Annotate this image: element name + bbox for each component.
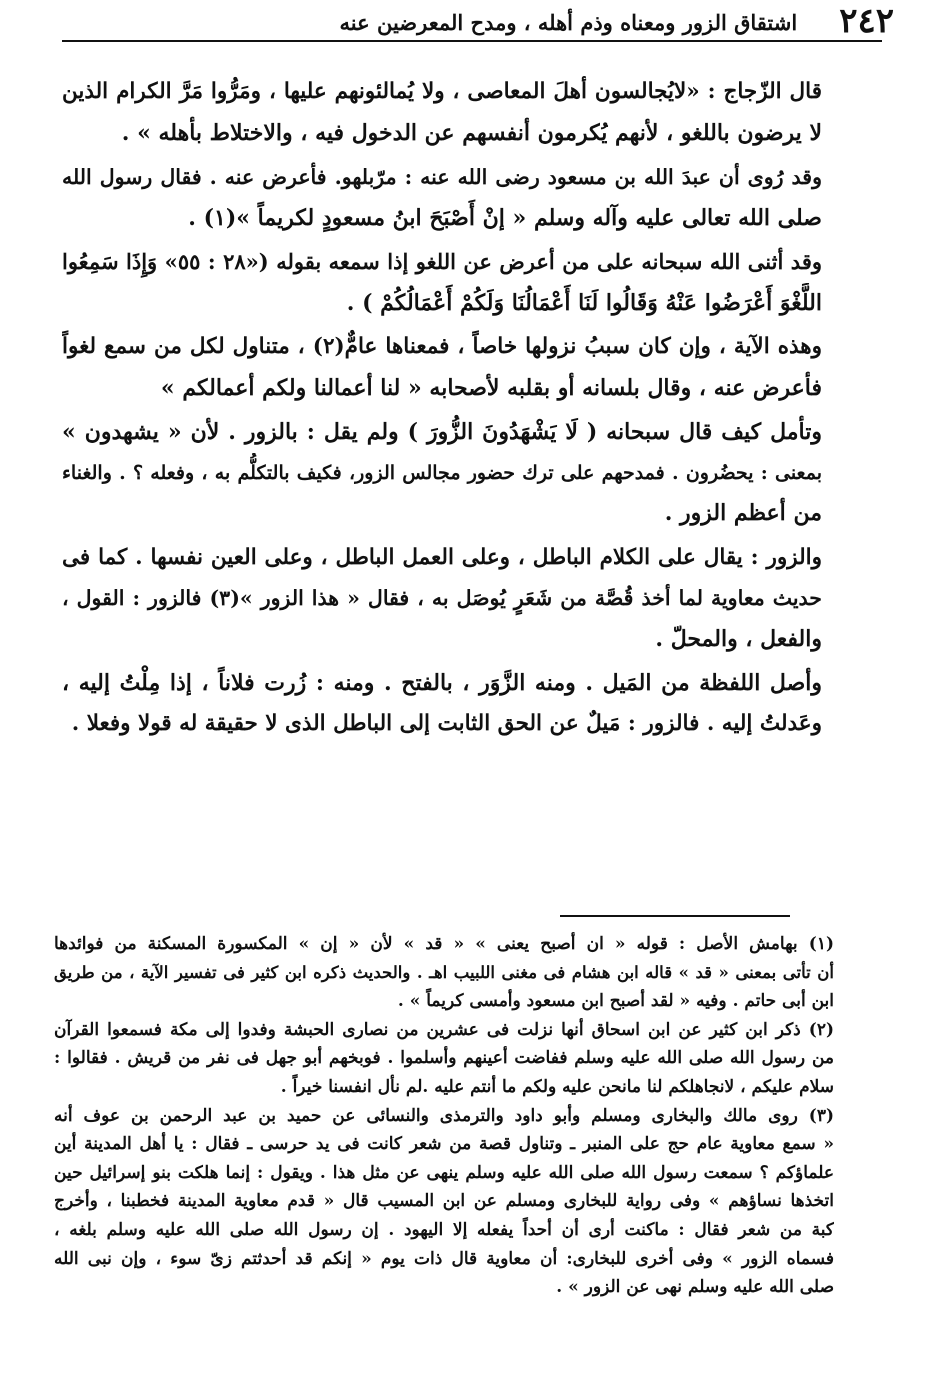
footnote-line: سلام عليكم ، لانجاهلكم لنا مانحن عليه ولكم ما أنتم عليه .لم نأل انفسنا خيراً . — [280, 1076, 834, 1097]
footnote-line: فسماه الزور » وفى أخرى للبخارى: أن معاوية قال ذات يوم « إنكم قد أحدثتم زىّ سوء ، وإن نبى الله — [54, 1248, 834, 1269]
footnote-line: صلى الله عليه وسلم نهى عن الزور » . — [556, 1277, 834, 1298]
running-title: اشتقاق الزور ومعناه وذم أهله ، ومدح المعرضين عنه — [339, 10, 798, 35]
text-line: من أعظم الزور . — [664, 500, 822, 526]
text-line: والفعل ، والمحلّ . — [655, 625, 822, 652]
text-line: وقد رُوى أن عبدَ الله بن مسعود رضى الله عنه : مرّبلهو. فأعرض عنه . فقال رسول الله — [62, 165, 822, 189]
footnote-line: (٣) روى مالك والبخارى ومسلم وأبو داود والترمذى والنسائى عن حميد بن عبد الرحمن بن عوف أنه — [54, 1105, 834, 1126]
text-line: قال الزّجاج : «لايُجالسون أهلَ المعاصى ، ولا يُمالئونهم عليها ، ومَرُّوا مَرَّ الكرام الذين — [62, 79, 822, 104]
footnote-rule — [560, 915, 790, 917]
footnote-line: (٢) ذكر ابن كثير عن ابن اسحاق أنها نزلت فى عشرين من نصارى الحبشة وفدوا إلى مكة فسمعوا القرآن — [54, 1019, 834, 1040]
text-line: والزور : يقال على الكلام الباطل ، وعلى العمل الباطل ، وعلى العين نفسها . كما فى — [62, 544, 822, 570]
text-line: وأصل اللفظة من المَيل . ومنه الزَّوَر ، بالفتح . ومنه : زُرت فلاناً ، إذا مِلْتُ إليه ، — [62, 670, 822, 696]
text-line: بمعنى : يحضُرون . فمدحهم على ترك حضور مجالس الزور، فكيف بالتكلُّم به ، وفعله ؟ . والغناء — [62, 461, 822, 484]
footnote-line: (١) بهامش الأصل : قوله « ان أصبح يعنى » « قد » لأن « إن » المكسورة المسكنة من فوائدها — [54, 934, 834, 954]
main-text — [62, 72, 822, 744]
footnote-line: أن تأتى بمعنى « قد » قاله ابن هشام فى مغنى اللبيب اهـ . والحديث ذكره ابن كثير فى تفسير الآية ، من طريق — [54, 962, 834, 982]
footnote-line: كبة من شعر فقال : ماكنت أرى أن أحداً يفعله إلا اليهود . إن رسول الله صلى الله عليه وسلم بلغه ، — [54, 1219, 834, 1240]
footnote-line: ابن أبى حاتم . وفيه « لقد أصبح ابن مسعود وأمسى كريماً » . — [397, 991, 834, 1012]
header-rule — [62, 40, 882, 42]
footnote-line: اتخذها نساؤهم » وفى رواية للبخارى ومسلم عن ابن المسيب قال « قدم معاوية المدينة فخطبنا ، وأخرج — [54, 1191, 834, 1212]
footnote-line: علماؤكم ؟ سمعت رسول الله صلى الله عليه وسلم ينهى عن مثل هذا . ويقول : إنما هلكت بنو إسرائيل حين — [54, 1162, 834, 1183]
text-line: اللَّغْوَ أَعْرَضُوا عَنْهُ وَقَالُوا لَنَا أَعْمَالُنَا وَلَكُمْ أَعْمَالُكُمْ ) . — [346, 289, 822, 316]
page-number: ٢٤٢ — [839, 1, 894, 41]
footnote-line: من رسول الله صلى الله عليه وسلم ففاضت أعينهم وأسلموا . فوبخهم أبو جهل فى نفر من قريش . فقالوا : — [54, 1048, 834, 1069]
page-header — [64, 1, 894, 41]
footnotes — [54, 930, 834, 1302]
text-line: وقد أثنى الله سبحانه على من أعرض عن اللغو إذا سمعه بقوله («٢٨ : ٥٥» وَإِذَا سَمِعُوا — [62, 249, 822, 274]
text-line: لا يرضون باللغو ، لأنهم يُكرمون أنفسهم عن الدخول فيه ، والاختلاط بأهله » . — [121, 119, 822, 146]
text-line: فأعرض عنه ، وقال بلسانه أو بقلبه لأصحابه « لنا أعمالنا ولكم أعمالكم » — [160, 374, 822, 401]
text-line: صلى الله تعالى عليه وآله وسلم « إنْ أَصْبَحَ ابنُ مسعودٍ لكريماً »(١) . — [188, 204, 822, 231]
text-line: وهذه الآية ، وإن كان سببُ نزولها خاصاً ، فمعناها عامٌّ(٢) ، متناول لكل من سمع لغواً — [62, 334, 822, 359]
text-line: وعَدلتُ إليه . فالزور : مَيلٌ عن الحق الثابت إلى الباطل الذى لا حقيقة له قولا وفعلا . — [71, 710, 822, 736]
text-line: وتأمل كيف قال سبحانه ( لَا يَشْهَدُونَ الزُّورَ ) ولم يقل : بالزور . لأن « يشهدون » — [62, 419, 822, 445]
footnote-line: « سمع معاوية عام حج على المنبر ـ وتناول قصة من شعر كانت فى يد حرسى ـ فقال : يا أهل المدينة أين — [54, 1134, 834, 1155]
text-line: حديث معاوية لما أخذ قُصَّة من شَعَرٍ يُوصَل به ، فقال « هذا الزور »(٣) فالزور : القول ، — [62, 586, 822, 610]
